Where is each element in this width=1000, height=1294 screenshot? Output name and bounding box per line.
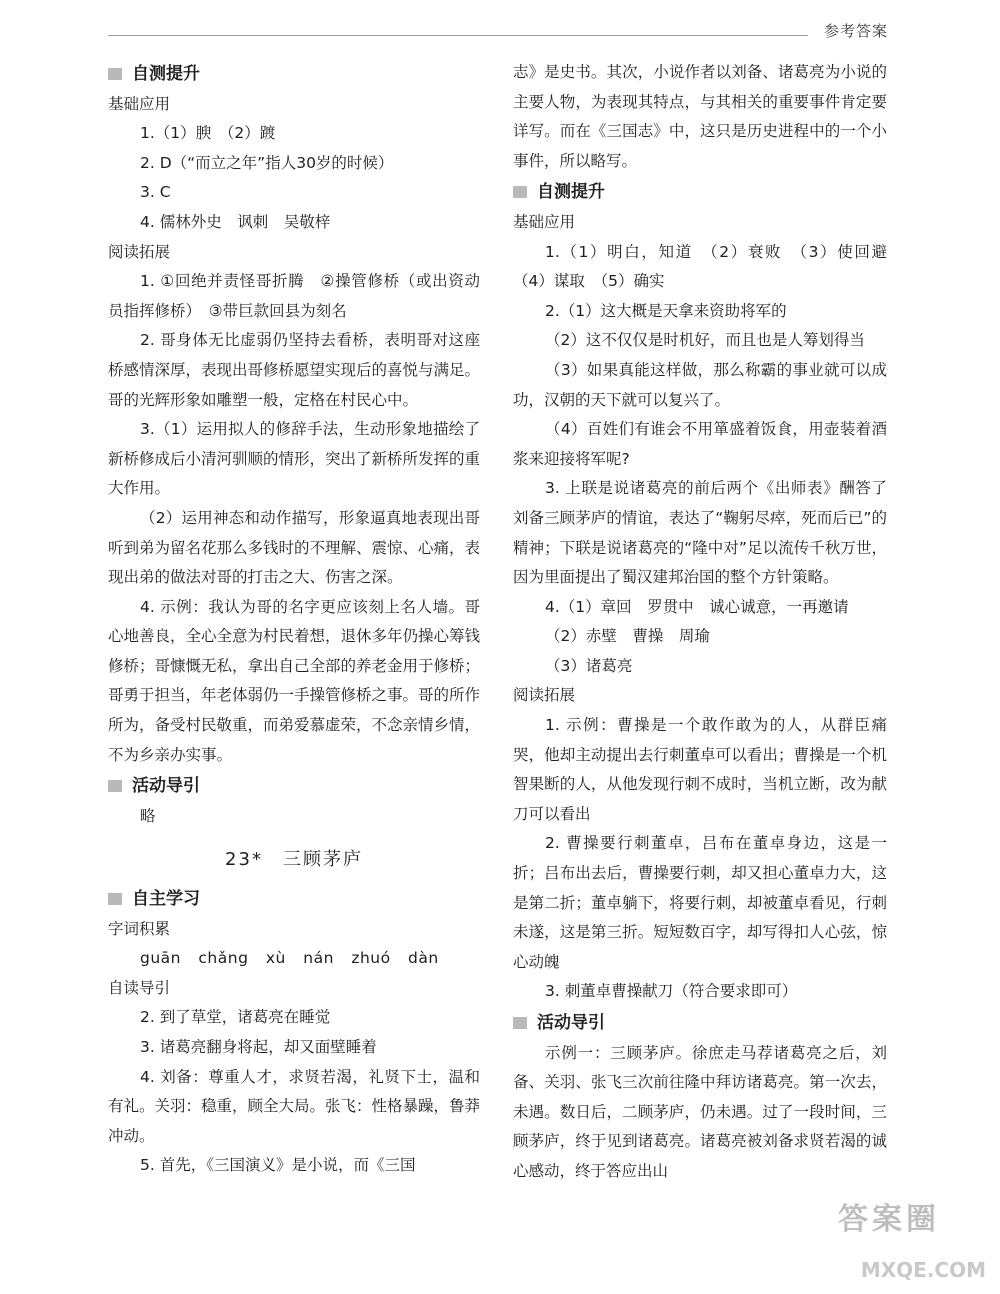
right-column	[513, 58, 903, 1187]
answer-paragraph: 志》是史书。其次，小说作者以刘备、诸葛亮为小说的主要人物，为表现其特点，与其相关的重要事件肯定要详写。而在《三国志》中，这只是历史进程中的一个小事件，所以略写。	[513, 63, 887, 170]
subheading-basic: 基础应用	[108, 94, 171, 113]
answer-paragraph: 1. ①回绝并责怪哥折腾 ②操管修桥（或出资动员指挥修桥） ③带巨款回县为刻名	[108, 272, 480, 320]
section-marker-icon	[108, 68, 122, 80]
answer-line: 4. 儒林外史 讽刺 吴敬梓	[140, 212, 331, 231]
section-heading-activity: 活动导引	[108, 772, 480, 802]
page-header-title: 参考答案	[823, 22, 888, 40]
answer-paragraph: 2. 曹操要行刺董卓，吕布在董卓身边，这是一折；吕布出去后，曹操要行刺，却又担心董卓力大，这是第二折；董卓躺下，将要行刺，却被董卓看见，行刺未遂，这是第三折。短短数百字，却写得扣人心弦，惊心动魄	[513, 834, 887, 971]
answer-paragraph: （2）这不仅仅是时机好，而且也是人筹划得当	[545, 331, 865, 350]
answer-line: （3）诸葛亮	[545, 656, 633, 675]
answer-paragraph: 4. 示例：我认为哥的名字更应该刻上名人墙。哥心地善良，全心全意为村民着想，退休多年仍操心筹钱修桥；哥慷慨无私，拿出自己全部的养老金用于修桥；哥勇于担当，年老体弱仍一手操管修桥之事。哥的所作所为，备受村民敬重，而弟爱慕虚荣，不念亲情乡情，不为乡亲办实事。	[108, 597, 481, 764]
answer-paragraph: 5. 首先，《三国演义》是小说，而《三国	[140, 1156, 416, 1175]
section-heading-activity: 活动导引	[513, 1009, 887, 1039]
section-heading-self-test: 自测提升	[108, 60, 480, 90]
answer-line: 2.（1）这大概是天拿来资助将军的	[545, 301, 787, 320]
left-column	[108, 58, 480, 1181]
subheading-guide: 自读导引	[108, 978, 171, 997]
watermark-site: MXQE.COM	[860, 1258, 986, 1282]
answer-line: 2. 到了草堂，诸葛亮在睡觉	[140, 1008, 331, 1027]
answer-paragraph: 3.（1）运用拟人的修辞手法，生动形象地描绘了新桥修成后小清河驯顺的情形，突出了新桥所发挥的重大作用。	[108, 420, 481, 498]
section-heading-self-study: 自主学习	[108, 885, 480, 915]
subheading-reading: 阅读拓展	[513, 686, 576, 705]
answer-paragraph: 1.（1）明白，知道 （2）衰败 （3）使回避 （4）谋取 （5）确实	[513, 242, 903, 291]
answer-line: 4.（1）章回 罗贯中 诚心诚意，一再邀请	[545, 597, 849, 616]
answer-line: 3. 诸葛亮翻身将起，却又面壁睡着	[140, 1038, 377, 1056]
lesson-title: 23* 三顾茅庐	[225, 849, 363, 871]
section-marker-icon	[108, 780, 122, 792]
section-marker-icon	[108, 893, 122, 905]
answer-paragraph: （2）运用神态和动作描写，形象逼真地表现出哥听到弟为留名花那么多钱时的不理解、震惊、心痛，表现出弟的做法对哥的打击之大、伤害之深。	[108, 508, 481, 587]
answer-paragraph: 示例一：三顾茅庐。徐庶走马荐诸葛亮之后，刘备、关羽、张飞三次前往隆中拜访诸葛亮。第一次去，未遇。数日后，二顾茅庐，仍未遇。过了一段时间，三顾茅庐，终于见到诸葛亮。诸葛亮被刘备求贤若渴的诚心感动，终于答应出山	[513, 1043, 887, 1180]
section-heading-self-test: 自测提升	[513, 178, 887, 208]
answer-paragraph: 1. 示例：曹操是一个敢作敢为的人，从群臣痛哭，他却主动提出去行刺董卓可以看出；曹操是一个机智果断的人，从他发现行刺不成时，当机立断，改为献刀可以看出	[513, 716, 887, 823]
subheading-reading: 阅读拓展	[108, 242, 171, 261]
answer-line: 1.（1）腴 （2）踱	[140, 124, 276, 143]
pinyin-line: guān chǎng xù nán zhuó dàn	[140, 949, 439, 968]
header-rule	[108, 35, 808, 36]
subheading-basic: 基础应用	[513, 212, 576, 231]
subheading-vocab: 字词积累	[108, 919, 171, 938]
answer-paragraph: 3. 上联是说诸葛亮的前后两个《出师表》酬答了刘备三顾茅庐的情谊，表达了“鞠躬尽瘁，死而后已”的精神；下联是说诸葛亮的“隆中对”足以流传千秋万世，因为里面提出了蜀汉建邦治国的整个方针策略。	[513, 479, 887, 587]
answer-paragraph: （3）如果真能这样做，那么称霸的事业就可以成功，汉朝的天下就可以复兴了。	[513, 360, 887, 409]
answer-line: 3. C	[140, 183, 171, 202]
answer-line: 3. 刺董卓曹操献刀（符合要求即可）	[545, 982, 798, 1001]
answer-line: 略	[140, 806, 156, 825]
watermark-brand: 答案圈	[838, 1202, 940, 1237]
answer-line: （2）赤壁 曹操 周瑜	[545, 627, 710, 646]
section-marker-icon	[513, 1017, 527, 1029]
section-marker-icon	[513, 186, 527, 198]
answer-paragraph: 2. 哥身体无比虚弱仍坚持去看桥，表明哥对这座桥感情深厚，表现出哥修桥愿望实现后的喜悦与满足。哥的光辉形象如雕塑一般，定格在村民心中。	[108, 331, 481, 409]
answer-paragraph: 4. 刘备：尊重人才，求贤若渴，礼贤下士，温和有礼。关羽：稳重，顾全大局。张飞：性格暴躁，鲁莽冲动。	[108, 1067, 481, 1145]
answer-paragraph: （4）百姓们有谁会不用箪盛着饭食，用壶装着酒浆来迎接将军呢?	[513, 420, 887, 468]
answer-line: 2. D（“而立之年”指人30岁的时候）	[140, 153, 394, 172]
